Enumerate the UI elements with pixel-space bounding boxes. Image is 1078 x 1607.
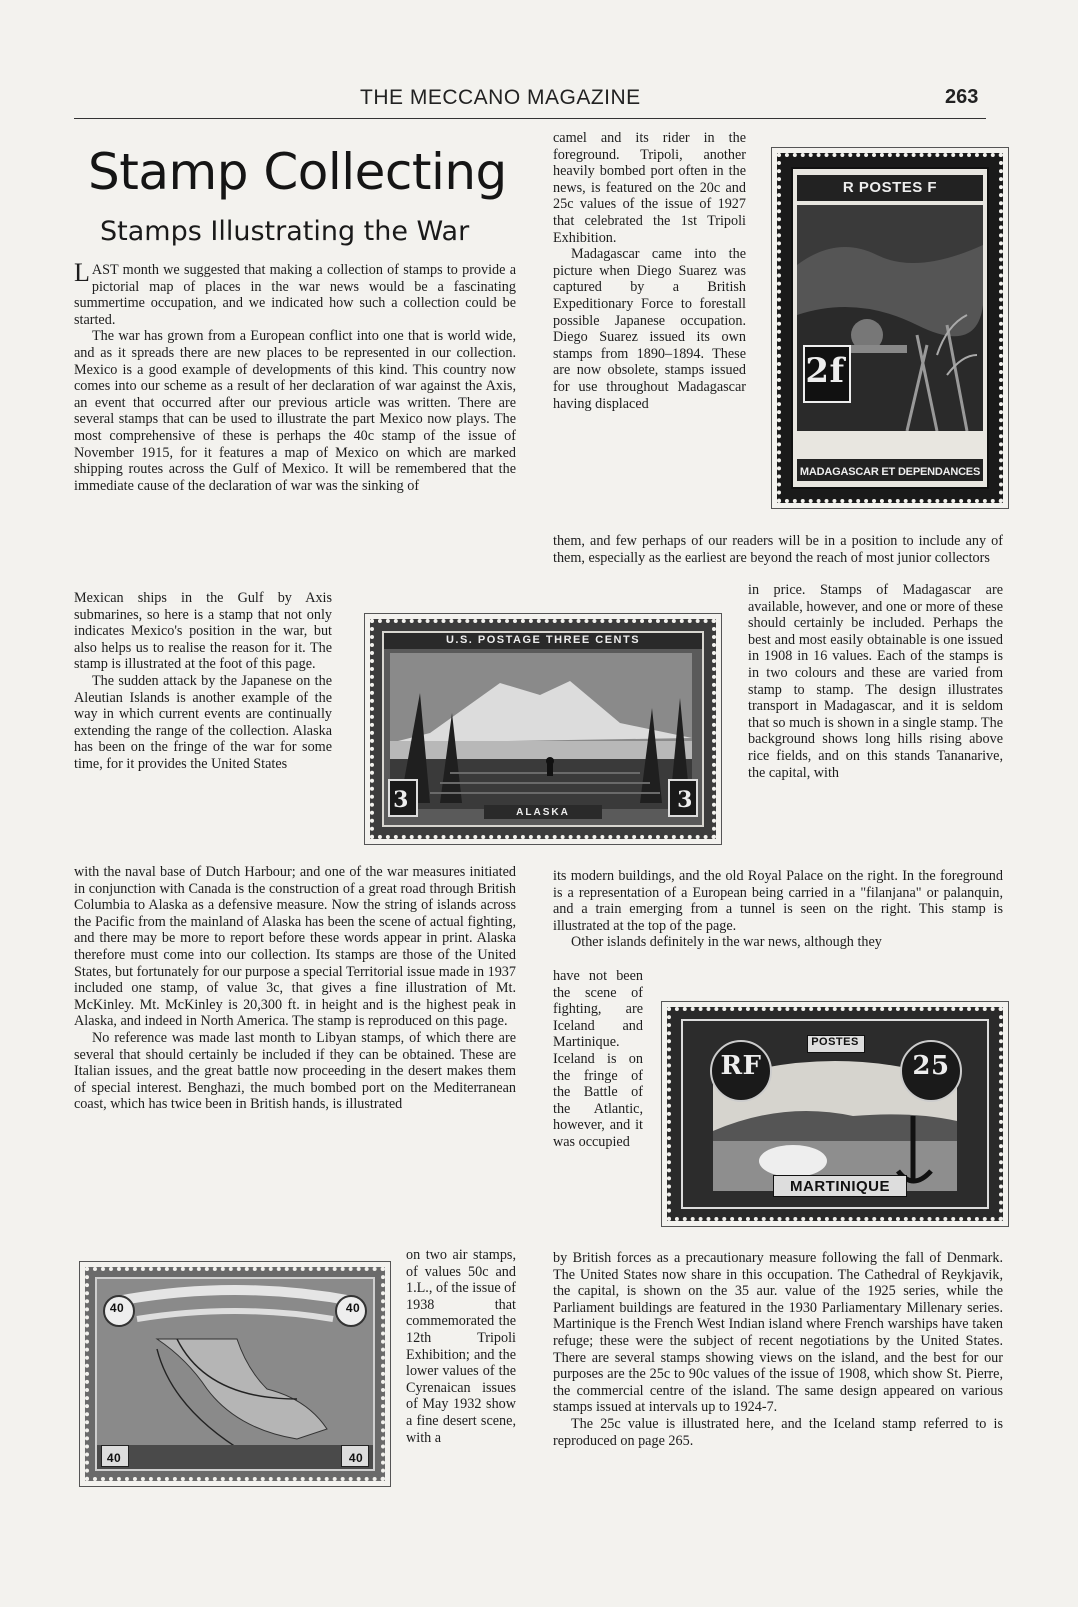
paragraph-madagascar-stamps: in price. Stamps of Madagascar are available, however, and one or more of these should certainly be included. Perhaps the best and most easily obtainable is one issued in 1908 in 16 values. Each of the stamps is in two colours and these are varied from stamp to stamp. The design illustrates transport in Madagascar, and it is seldom that so much is shown in a single stamp. The background shows long hills rising above rice fields, and on this stands Tananarive, the capital, with (748, 582, 1003, 781)
paragraph-aleutian: The sudden attack by the Japanese on the Aleutian Islands is another example of the way in which current events are continually extending the range of the collection. Alaska has been on the fringe of the war for some time, for it provides the United States (74, 672, 332, 772)
paragraph-mexico: The war has grown from a European conflict into one that is world wide, and as it spreads there are new places to be represented in our collection. Mexico is a good example of developments of this kind. This country now comes into our scheme as a result of her declaration of war against the Axis, an event that occurred after our previous article was written. There are several stamps that can be used to illustrate the part Mexico now plays. The most comprehensive of these is perhaps the 40c stamp of the issue of November 1915, for it features a map of Mexico on which are marked shipping routes across the Gulf of Mexico. It will be remembered that the immediate cause of the declaration of war was the sinking of (74, 328, 516, 494)
martinique-stamp-top-text: POSTES (811, 1036, 859, 1048)
mexico-stamp-value-bottom-left: 40 (106, 1451, 122, 1465)
madagascar-stamp-image (772, 148, 1008, 508)
paragraph-martinique-ref: The 25c value is illustrated here, and the Iceland stamp referred to is reproduced on page 265. (553, 1415, 1003, 1449)
col1-intro (74, 258, 516, 494)
paragraph-libya: No reference was made last month to Libyan stamps, of which there are several that should certainly be included if they can be obtained. These are Italian issues, and the great battle now proceeding in the desert makes them of special interest. Benghazi, the much bombed port on the Mediterranean coast, which has twice been in British hands, is illustrated (74, 1029, 516, 1113)
mexico-stamp-value-right: 40 (345, 1301, 361, 1315)
paragraph-tananarive: its modern buildings, and the old Royal Palace on the right. In the foreground is a representation of a European being carried in a "filanjana" or palanquin, and a train emerging from a tunnel is seen on the right. This stamp is illustrated at the top of the page. (553, 868, 1003, 934)
madagascar-stamp-value: 2f (805, 351, 845, 391)
article-title: Stamp Collecting (88, 143, 507, 201)
martinique-stamp-bottom-text: MARTINIQUE (790, 1178, 890, 1195)
drop-cap: L (74, 258, 90, 287)
martinique-stamp-value: 25 (912, 1051, 950, 1081)
paragraph-libya-cont: on two air stamps, of values 50c and 1.L., of the issue of 1938 that commemorated the 12th Tripoli Exhibition; and the lower values of the Cyrenaican issues of May 1932 show a fine desert scene, with a (406, 1247, 516, 1446)
col2-narrow-mid (748, 582, 1003, 781)
alaska-stamp-scene (390, 653, 692, 809)
col2-wide-3 (553, 1250, 1003, 1449)
article-subtitle: Stamps Illustrating the War (100, 216, 470, 247)
madagascar-stamp-top-text: R POSTES F (842, 179, 938, 196)
mexico-stamp-value-left: 40 (109, 1301, 125, 1315)
alaska-stamp-value-left: 3 (393, 787, 409, 813)
paragraph-alaska: with the naval base of Dutch Harbour; and one of the war measures initiated in conjunction with Canada is the construction of a great road through British Columbia to Alaska as a defensive measure. Now the string of islands across the Pacific from the mainland of Alaska has been the scene of actual fighting, and there may be more to report before these words appear in print. Alaska therefore must come into our collection. Its stamps are those of the United States, but fortunately for our purpose a special Territorial issue made in 1937 included one stamp, of value 3c, that gives a fine illustration of Mt. McKinley. Mt. McKinley is 20,300 ft. in height and is the highest peak in Alaska, and indeed in North America. The stamp is reproduced on this page. (74, 864, 516, 1030)
paragraph-madagascar-cont: them, and few perhaps of our readers will be in a position to include any of them, especially as the earliest are beyond the reach of most junior collectors (553, 533, 1003, 566)
mexico-stamp-map (97, 1279, 373, 1469)
col2-narrow-top (553, 130, 746, 412)
mexico-stamp-image (80, 1262, 390, 1486)
alaska-stamp-image (365, 614, 721, 844)
col1-narrow-mexico (74, 590, 332, 773)
magazine-title: THE MECCANO MAGAZINE (360, 86, 641, 109)
paragraph-iceland: have not been the scene of fighting, are Iceland and Martinique. Iceland is on the fringe of the Battle of the Atlantic, however, and it was occupied (553, 968, 643, 1150)
alaska-stamp-top-text: U.S. POSTAGE THREE CENTS (445, 634, 641, 646)
col1-narrow-libya (406, 1247, 516, 1446)
col2-wide-2 (553, 868, 1003, 951)
paragraph-madagascar: Madagascar came into the picture when Diego Suarez was captured by a British Expeditionary Force to forestall possible Japanese occupation. Diego Suarez issued its own stamps from 1890–1894. These are now obsolete, stamps issued for use throughout Madagascar having displaced (553, 246, 746, 412)
paragraph-intro: LAST month we suggested that making a collection of stamps to provide a pictorial map of places in the war news would be a fascinating summertime occupation, and we indicated how such a collection could be started. (74, 258, 516, 328)
paragraph-iceland-cont: by British forces as a precautionary measure following the fall of Denmark. The United States now share in this occupation. The Cathedral of Reykjavik, the capital, is shown on the 35 aur. value of the 1925 series, while the Parliament buildings are featured in the 1930 Parliamentary Millenary series. Martinique is the French West Indian island where French warships have taken refuge; these were the subject of recent negotiations by the United States. There are several stamps showing views on the island, and the best for our purposes are the 25c to 90c values of the issue of 1908, which show St. Pierre, the commercial centre of the island. The same design appeared on various stamps issued at intervals up to 1924-7. (553, 1250, 1003, 1416)
martinique-stamp-monogram: RF (720, 1051, 762, 1081)
paragraph-tripoli: camel and its rider in the foreground. Tripoli, another heavily bombed port often in the news, is featured on the 20c and 25c values of the issue of 1927 that celebrated the 1st Tripoli Exhibition. (553, 130, 746, 246)
col2-wide-1 (553, 533, 1003, 566)
paragraph-mexico-cont: Mexican ships in the Gulf by Axis submarines, so here is a stamp that not only indicates Mexico's position in the war, but also helps us to realise the reason for it. The stamp is illustrated at the foot of this page. (74, 590, 332, 673)
col2-narrow-low (553, 968, 643, 1151)
madagascar-stamp-bottom-text: MADAGASCAR ET DEPENDANCES (799, 466, 981, 478)
martinique-stamp-image (662, 1002, 1008, 1226)
mexico-stamp-value-bottom-right: 40 (348, 1451, 364, 1465)
alaska-stamp-bottom-text: ALASKA (516, 807, 570, 818)
header-rule (74, 118, 986, 119)
page-number: 263 (945, 86, 979, 108)
alaska-stamp-value-right: 3 (677, 787, 693, 813)
paragraph-other-islands: Other islands definitely in the war news, although they (571, 934, 882, 951)
col1-alaska (74, 864, 516, 1113)
